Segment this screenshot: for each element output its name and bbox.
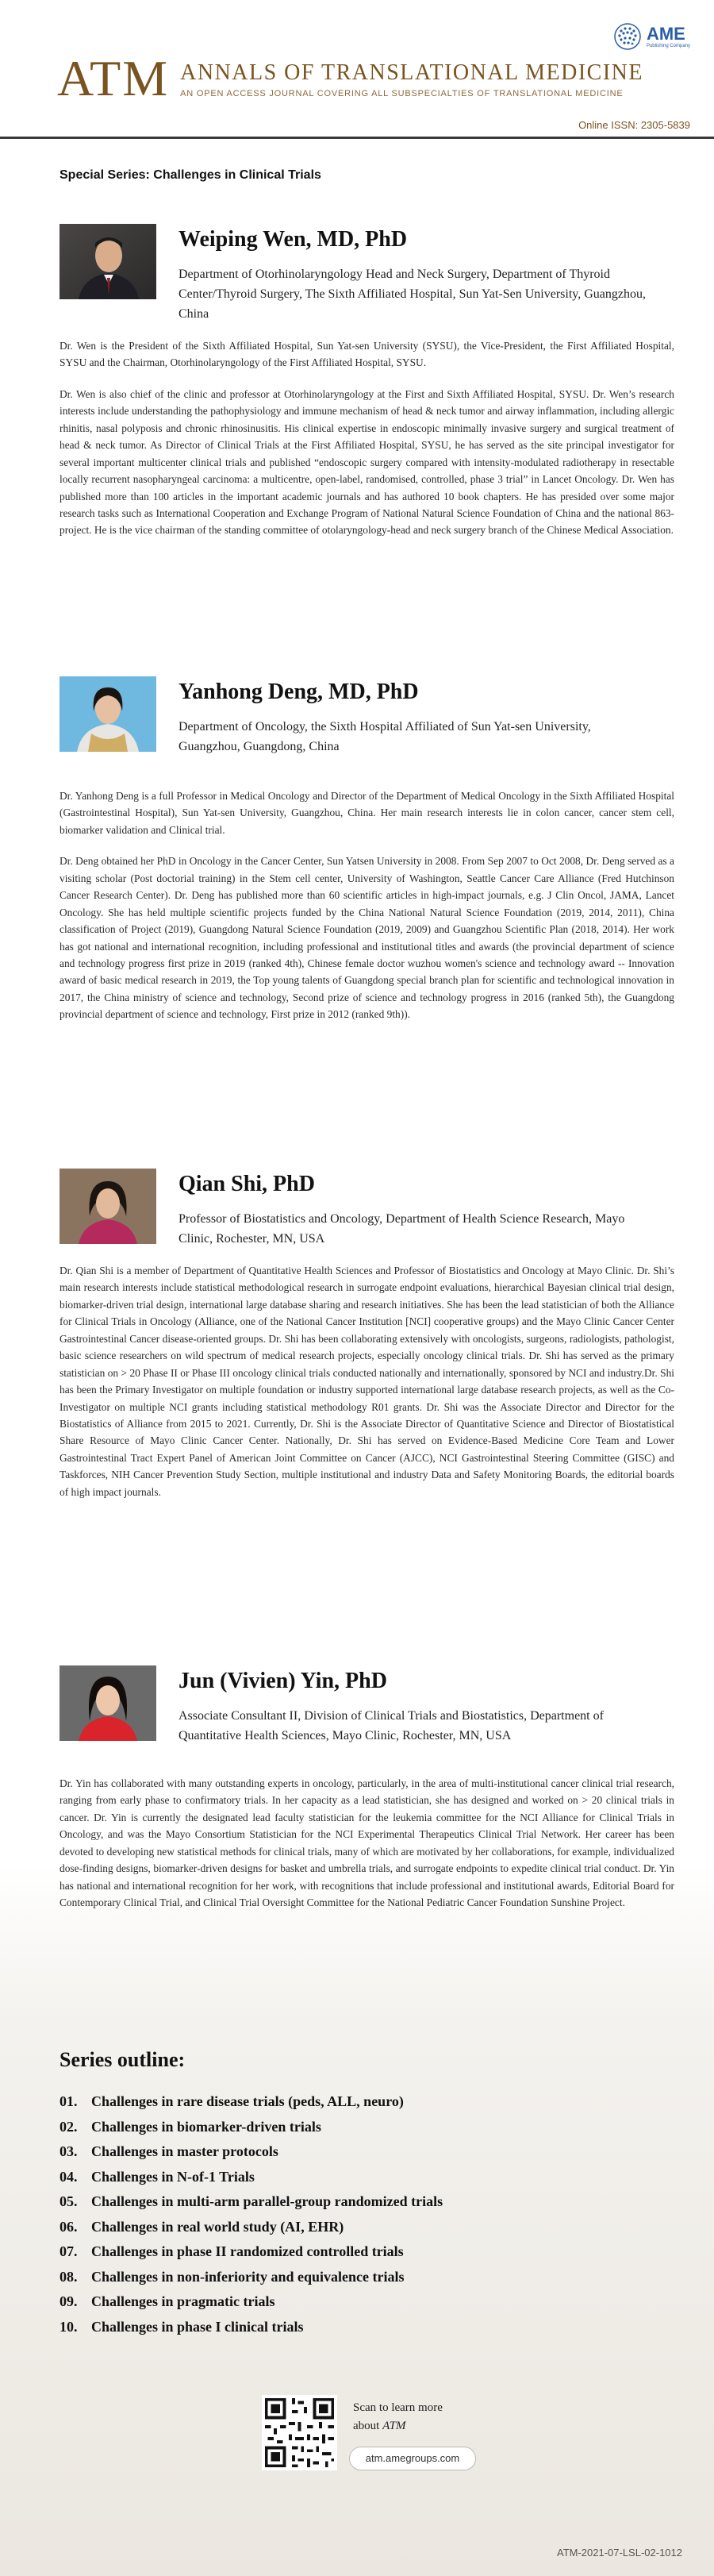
outline-item-number: 05. — [60, 2193, 78, 2209]
person-card-wen — [60, 224, 674, 637]
portrait-photo — [60, 224, 156, 299]
series-outline-title: Series outline: — [60, 2048, 186, 2071]
outline-item-text: Challenges in real world study (AI, EHR) — [91, 2218, 344, 2235]
bio-paragraph: Dr. Yin has collaborated with many outstanding experts in oncology, particularly, in the area of multi-institutional cancer clinical trial research, ranging from early phase to confirmatory trials. In her capacity as a lead statistician, she has designed and worked on > 20 clinical trials in cancer. Dr. Yin is currently the designated lead faculty statistician for the leukemia committee for the NCI Alliance for Clinical Trials in Oncology, and was the Mayo Consortium Statistician for the NCI Experimental Therapeutics Clinical Trial Network. Her career has been devoted to developing new statistical methods for clinical trials, many of which are motivated by her collaborations, for example, individualized dose-finding designs, biomarker-driven designs for basket and umbrella trials, and surrogate endpoints to expedite clinical trial conduct. Dr. Yin has national and international recognition for her work, with recognitions that include professional and institutional awards, Editorial Board for Contemporary Clinical Trial, and Clinical Trial Oversight Committee for the National Pediatric Cancer Foundation Sunshine Project. — [60, 1777, 674, 1909]
portrait-photo — [60, 1169, 156, 1244]
outline-item-text: Challenges in phase I clinical trials — [91, 2318, 304, 2335]
journal-abbreviation: ATM — [57, 50, 170, 106]
ame-logo-subtitle: Publishing Company — [646, 43, 690, 48]
portrait-photo — [60, 1665, 156, 1741]
outline-item-number: 06. — [60, 2218, 78, 2235]
person-name: Qian Shi, PhD — [178, 1172, 315, 1196]
portrait-man-icon — [60, 224, 156, 299]
outline-item-number: 04. — [60, 2168, 78, 2185]
outline-item-text: Challenges in multi-arm parallel-group randomized trials — [91, 2193, 443, 2209]
outline-item — [60, 2089, 662, 2115]
bio-paragraph: Dr. Deng obtained her PhD in Oncology in the Cancer Center, Sun Yatsen University in 2008. From Sep 2007 to Oct 2008, Dr. Deng served as a visiting scholar (Post doctorial training) in the Stem cell center, University of Washington, Seattle Cancer Care Alliance (Fred Hutchinson Cancer Research Center). Dr. Deng has published more than 60 scientific articles in high-impact journals, e.g. J Clin Oncol, JAMA, Lancet Oncology. She has held multiple scientific projects funded by the China National Natural Science Foundation (2019, 2014, 2011), China classification of Project (2019), Guangdong Natural Science Foundation (2019, 2009) and Guangzhou Scientific Plan (2018, 2014). Her work has got national and international recognition, including professional and institutional titles and awards (the provincial department of science and technology progress first prize in 2019 (ranked 4th), Chinese female doctor wuzhou women's science and technology award -- Innovation award of basic medical research in 2019, the Top young talents of Guangdong special branch plan for scientific and technological innovation in 2017, the China ministry of science and technology, Second prize of science and technology progress in 2016 (ranked 5th), the Guangdong provincial department of science and technology, First prize in 2012 (ranked 9th)). — [60, 855, 674, 1021]
qr-code-icon[interactable] — [262, 2395, 337, 2470]
portrait-photo — [60, 676, 156, 752]
outline-item-text: Challenges in master protocols — [91, 2143, 278, 2159]
scan-line-2 — [353, 2417, 443, 2435]
outline-item-number: 01. — [60, 2093, 78, 2109]
outline-item — [60, 2139, 662, 2165]
portrait-woman-icon — [60, 1169, 156, 1244]
outline-item-text: Challenges in N-of-1 Trials — [91, 2168, 255, 2185]
outline-item-number: 09. — [60, 2293, 78, 2309]
journal-title: ANNALS OF TRANSLATIONAL MEDICINE — [180, 60, 644, 85]
website-link[interactable]: atm.amegroups.com — [349, 2447, 476, 2470]
outline-item-number: 08. — [60, 2268, 78, 2285]
person-name: Weiping Wen, MD, PhD — [178, 227, 408, 252]
person-card-yin — [60, 1665, 674, 1999]
outline-item — [60, 2315, 662, 2340]
outline-item — [60, 2289, 662, 2315]
outline-item — [60, 2215, 662, 2240]
person-affiliation: Associate Consultant II, Division of Clinical Trials and Biostatistics, Department of Quantitative Health Sciences, Mayo Clinic, Rochester, MN, USA — [178, 1709, 604, 1742]
outline-item-number: 03. — [60, 2143, 78, 2159]
header-divider — [0, 137, 714, 139]
person-name: Jun (Vivien) Yin, PhD — [178, 1669, 387, 1693]
person-bio — [60, 337, 674, 553]
person-affiliation: Department of Otorhinolaryngology Head and Neck Surgery, Department of Thyroid Center/Thyroid Surgery, The Sixth Affiliated Hospital, Sun Yat-Sen University, Guangzhou, China — [178, 268, 646, 321]
bio-paragraph: Dr. Yanhong Deng is a full Professor in Medical Oncology and Director of the Department of Medical Oncology in the Sixth Affiliated Hospital (Gastrointestinal Hospital), Sun Yat-sen University, Guangzhou, China. Her main research interests lie in colon cancer, cancer stem cell, biomarker validation and Clinical trial. — [60, 790, 674, 836]
outline-item — [60, 2115, 662, 2140]
bio-paragraph: Dr. Wen is also chief of the clinic and professor at Otorhinolaryngology at the First and Sixth Affiliated Hospital, SYSU. Dr. Wen’s research interests include understanding the pathophysiology and immune mechanism of head & neck tumor and airway inflammation, including allergic rhinitis, nasal polyposis and chronic rhinosinusitis. His clinical expertise in endoscopic minimally invasive surgery and surgical treatment of head & neck tumor. As Director of Clinical Trials at the First Affiliated Hospital, SYSU, he has served as the site principal investigator for several important multicenter clinical trials and published “endoscopic surgery compared with intensity-modulated radiotherapy in resectable locally recurrent nasopharyngeal carcinoma: a multicentre, open-label, randomised, controlled, phase 3 trial” in Lancet Oncology. Dr. Wen has published more than 100 articles in the important academic journals and has authored 10 book chapters. He has presided over some major research tasks such as International Cooperation and Exchange Program of National Natural Science Foundation of China and the national 863- project. He is the vice chairman of the standing committee of otolaryngology-head and neck surgery branch of the Chinese Medical Association. — [60, 387, 674, 537]
person-name: Yanhong Deng, MD, PhD — [178, 680, 419, 704]
outline-item — [60, 2265, 662, 2290]
series-heading: Special Series: Challenges in Clinical Trials — [60, 168, 321, 182]
outline-item — [60, 2165, 662, 2190]
person-card-deng — [60, 676, 674, 1121]
journal-masthead — [57, 50, 644, 106]
journal-tagline: AN OPEN ACCESS JOURNAL COVERING ALL SUBSPECIALTIES OF TRANSLATIONAL MEDICINE — [180, 88, 624, 98]
issn: Online ISSN: 2305-5839 — [578, 119, 690, 131]
series-outline-list — [60, 2089, 662, 2339]
outline-item — [60, 2239, 662, 2265]
person-bio — [60, 1262, 674, 1515]
outline-item-text: Challenges in pragmatic trials — [91, 2293, 275, 2309]
person-bio — [60, 787, 674, 1038]
scan-line-2-prefix: about — [353, 2420, 383, 2433]
outline-item-number: 07. — [60, 2243, 78, 2259]
person-affiliation: Professor of Biostatistics and Oncology, Department of Health Science Research, Mayo Clinic, Rochester, MN, USA — [178, 1212, 625, 1246]
outline-item-text: Challenges in rare disease trials (peds, ALL, neuro) — [91, 2093, 404, 2109]
outline-item — [60, 2189, 662, 2215]
scan-prompt — [353, 2399, 443, 2436]
outline-item-text: Challenges in biomarker-driven trials — [91, 2118, 321, 2135]
bio-paragraph: Dr. Wen is the President of the Sixth Affiliated Hospital, Sun Yat-sen University (SYSU), the Vice-President, the First Affiliated Hospital, SYSU and the Chairman, Otorhinolaryngology of the First Affiliated Hospital, SYSU. — [60, 340, 674, 369]
ame-logo-text: AME — [646, 23, 685, 44]
bio-paragraph: Dr. Qian Shi is a member of Department of Quantitative Health Sciences and Professor of Biostatistics and Oncology at Mayo Clinic. Dr. Shi’s main research interests include statistical methodological research in surrogate endpoint evaluations, hierarchical Bayesian clinical trial design, biomarker-driven trial design, international large database sharing and research initiatives. She has been the lead statistician of both the Alliance for Clinical Trials in Oncology (Alliance, one of the National Cancer Institution [NCI] cooperative groups) and the Mayo Clinic Cancer Center Gastrointestinal Cancer disease-oriented groups. Dr. Shi has been collaborating extensively with oncologists, surgeons, radiologists, pathologist, basic science researchers on wild spectrum of medical research projects, especially oncology clinical trials. Dr. Shi has served as the primary statistician on > 20 Phase II or Phase III oncology clinical trials conducted nationally and internationally, sponsored by NCI and industry.Dr. Shi has been the Primary Investigator on multiple foundation or industry supported international large database research projects, as well as the Co-Investigator on multiple NCI grants including statistical methodology R01 grants. Dr. Shi was the Associate Director and Director for the Biostatistics of Alliance from 2015 to 2021. Currently, Dr. Shi is the Associate Director of Quantitative Science and Director of Biostatistical Share Resource of Mayo Clinic Cancer Center. Nationally, Dr. Shi has served on Evidence-Based Medicine Core Team and Lower Gastrointestinal Tract Expert Panel of American Joint Committee on Cancer (AJCC), NCI Gastrointestinal Steering Committee (GISC) and Taskforces, NIH Cancer Prevention Study Section, multiple institutional and industry Data and Safety Monitoring Boards, the editorial boards of high impact journals. — [60, 1265, 674, 1498]
globe-icon — [613, 22, 642, 51]
portrait-woman-icon — [60, 1665, 156, 1741]
ame-logo[interactable] — [613, 22, 690, 51]
document-code: ATM-2021-07-LSL-02-1012 — [556, 2547, 682, 2559]
person-card-shi — [60, 1169, 674, 1613]
person-bio — [60, 1775, 674, 1926]
outline-item-text: Challenges in non-inferiority and equivalence trials — [91, 2268, 405, 2285]
person-affiliation: Department of Oncology, the Sixth Hospital Affiliated of Sun Yat-sen University, Guangzhou, Guangdong, China — [178, 720, 591, 753]
outline-item-text: Challenges in phase II randomized controlled trials — [91, 2243, 404, 2259]
portrait-woman-icon — [60, 676, 156, 752]
outline-item-number: 10. — [60, 2318, 78, 2335]
scan-line-1: Scan to learn more — [353, 2401, 443, 2414]
header — [0, 0, 714, 151]
outline-item-number: 02. — [60, 2118, 78, 2135]
scan-line-2-journal: ATM — [382, 2420, 406, 2433]
